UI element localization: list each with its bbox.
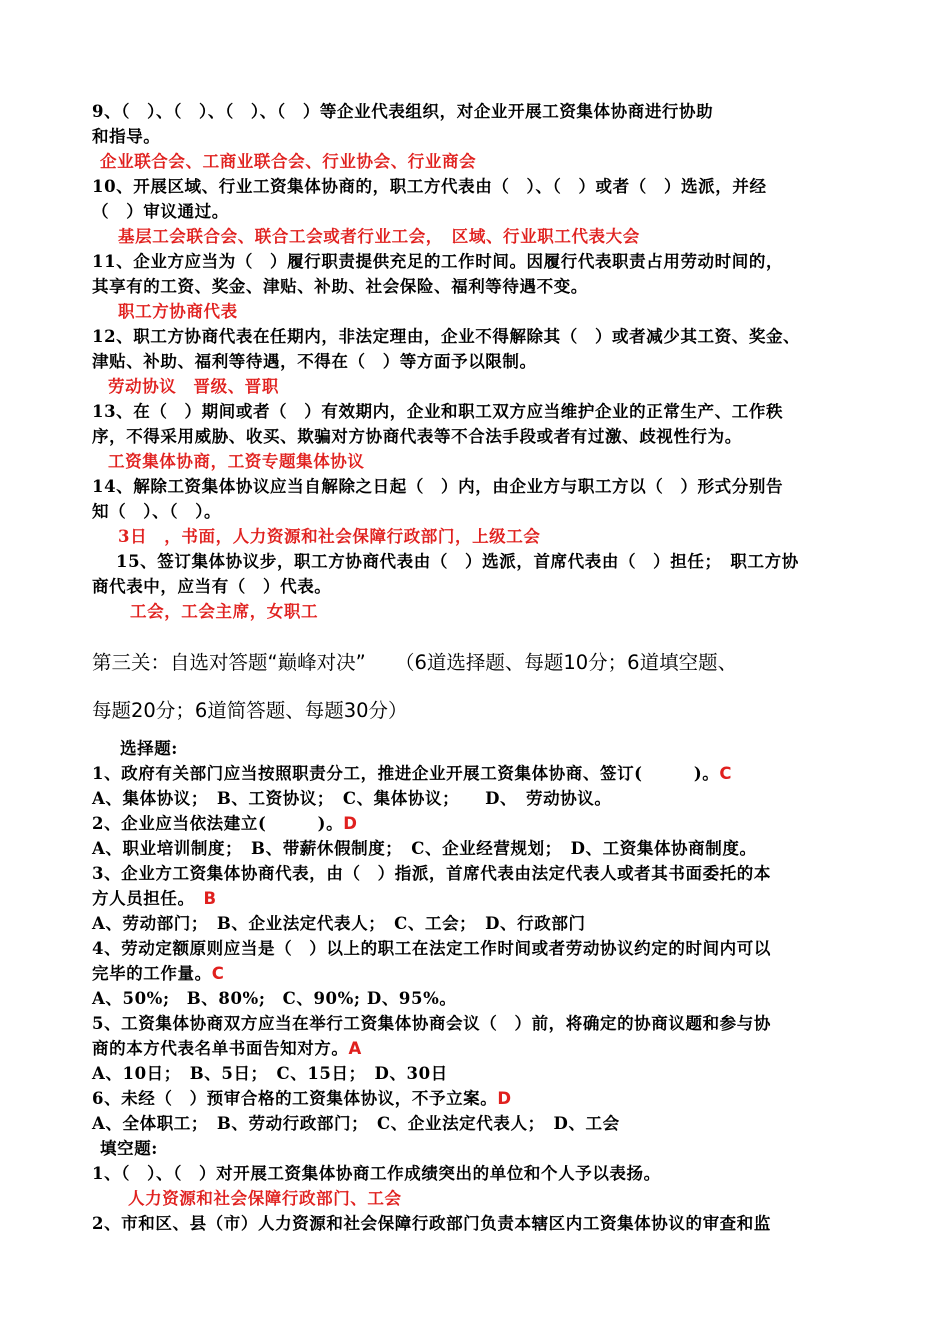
- choice-q5-line-2: 商的本方代表名单书面告知对方。A: [92, 1039, 362, 1058]
- answer-12: 劳动协议 晋级、晋职: [108, 377, 279, 396]
- question-11-line-1: 11、企业方应当为（ ）履行职责提供充足的工作时间。因履行代表职责占用劳动时间的，: [92, 252, 784, 271]
- choice-q1-answer: C: [719, 764, 733, 783]
- answer-11: 职工方协商代表: [118, 302, 238, 321]
- question-10-line-2: （ ）审议通过。: [92, 202, 229, 221]
- answer-14: 3日 ，书面，人力资源和社会保障行政部门，上级工会: [118, 527, 541, 546]
- question-15-line-2: 商代表中，应当有（ ）代表。: [92, 577, 332, 596]
- question-13-line-2: 序，不得采用威胁、收买、欺骗对方协商代表等不合法手段或者有过激、歧视性行为。: [92, 427, 742, 446]
- fill-q2-line-1: 2、市和区、县（市）人力资源和社会保障行政部门负责本辖区内工资集体协议的审查和监: [92, 1214, 771, 1233]
- question-9-line-2: 和指导。: [92, 127, 161, 146]
- choice-q1-options: A、集体协议； B、工资协议； C、集体协议； D、 劳动协议。: [92, 789, 612, 808]
- choice-q4-line-1: 4、劳动定额原则应当是（ ）以上的职工在法定工作时间或者劳动协议约定的时间内可以: [92, 939, 771, 958]
- choice-q3-answer: B: [203, 889, 217, 908]
- answer-13: 工资集体协商，工资专题集体协议: [108, 452, 365, 471]
- question-14-line-2: 知（ ）、（ ）。: [92, 502, 222, 521]
- section-heading-line-1: 第三关：自选对答题“巅峰对决” （6道选择题、每题10分；6道填空题、: [92, 651, 738, 674]
- question-15-line-1: 15、签订集体协议步，职工方协商代表由（ ）选派，首席代表由（ ）担任； 职工方协: [116, 552, 799, 571]
- choice-q6: 6、未经（ ）预审合格的工资集体协议，不予立案。D: [92, 1089, 512, 1108]
- choice-q4-line-2: 完毕的工作量。C: [92, 964, 225, 983]
- fill-section-label: 填空题:: [100, 1139, 158, 1158]
- answer-10: 基层工会联合会、联合工会或者行业工会， 区域、行业职工代表大会: [118, 227, 640, 246]
- choice-q6-options: A、全体职工； B、劳动行政部门； C、企业法定代表人； D、工会: [92, 1114, 620, 1133]
- choice-q5-options: A、10日； B、5日； C、15日； D、30日: [92, 1064, 448, 1083]
- section-heading-line-2: 每题20分；6道简答题、每题30分）: [92, 699, 408, 722]
- answer-9: 企业联合会、工商业联合会、行业协会、行业商会: [100, 152, 477, 171]
- question-11-line-2: 其享有的工资、奖金、津贴、补助、社会保险、福利等待遇不变。: [92, 277, 588, 296]
- choice-q5-line-1: 5、工资集体协商双方应当在举行工资集体协商会议（ ）前，将确定的协商议题和参与协: [92, 1014, 771, 1033]
- question-10-line-1: 10、开展区域、行业工资集体协商的，职工方代表由（ ）、（ ）或者（ ）选派，并经: [92, 177, 767, 196]
- answer-15: 工会，工会主席，女职工: [130, 602, 319, 621]
- choice-q1: 1、政府有关部门应当按照职责分工，推进企业开展工资集体协商、签订( )。C: [92, 764, 733, 783]
- choice-q4-answer: C: [211, 964, 225, 983]
- choice-q2: 2、企业应当依法建立( )。D: [92, 814, 358, 833]
- question-14-line-1: 14、解除工资集体协议应当自解除之日起（ ）内，由企业方与职工方以（ ）形式分别告: [92, 477, 784, 496]
- choice-q2-options: A、职业培训制度； B、带薪休假制度； C、企业经营规划； D、工资集体协商制度。: [92, 839, 757, 858]
- choice-q4-options: A、50%; B、80%; C、90%; D、95%。: [92, 989, 457, 1008]
- question-13-line-1: 13、在（ ）期间或者（ ）有效期内，企业和职工双方应当维护企业的正常生产、工作秩: [92, 402, 784, 421]
- fill-q1: 1、（ ）、（ ）对开展工资集体协商工作成绩突出的单位和个人予以表扬。: [92, 1164, 661, 1183]
- choice-q2-answer: D: [343, 814, 358, 833]
- choice-q3-options: A、劳动部门； B、企业法定代表人； C、工会； D、行政部门: [92, 914, 586, 933]
- fill-q1-answer: 人力资源和社会保障行政部门、工会: [128, 1189, 402, 1208]
- question-9-line-1: 9、（ ）、（ ）、（ ）、（ ）等企业代表组织，对企业开展工资集体协商进行协助: [92, 102, 714, 121]
- choice-section-label: 选择题:: [120, 739, 178, 758]
- choice-q5-answer: A: [348, 1039, 362, 1058]
- choice-q6-answer: D: [497, 1089, 512, 1108]
- choice-q3-line-2: 方人员担任。 B: [92, 889, 217, 908]
- choice-q3-line-1: 3、企业方工资集体协商代表，由（ ）指派，首席代表由法定代表人或者其书面委托的本: [92, 864, 771, 883]
- question-12-line-2: 津贴、补助、福利等待遇，不得在（ ）等方面予以限制。: [92, 352, 537, 371]
- question-12-line-1: 12、职工方协商代表在任期内，非法定理由，企业不得解除其（ ）或者减少其工资、奖金、: [92, 327, 801, 346]
